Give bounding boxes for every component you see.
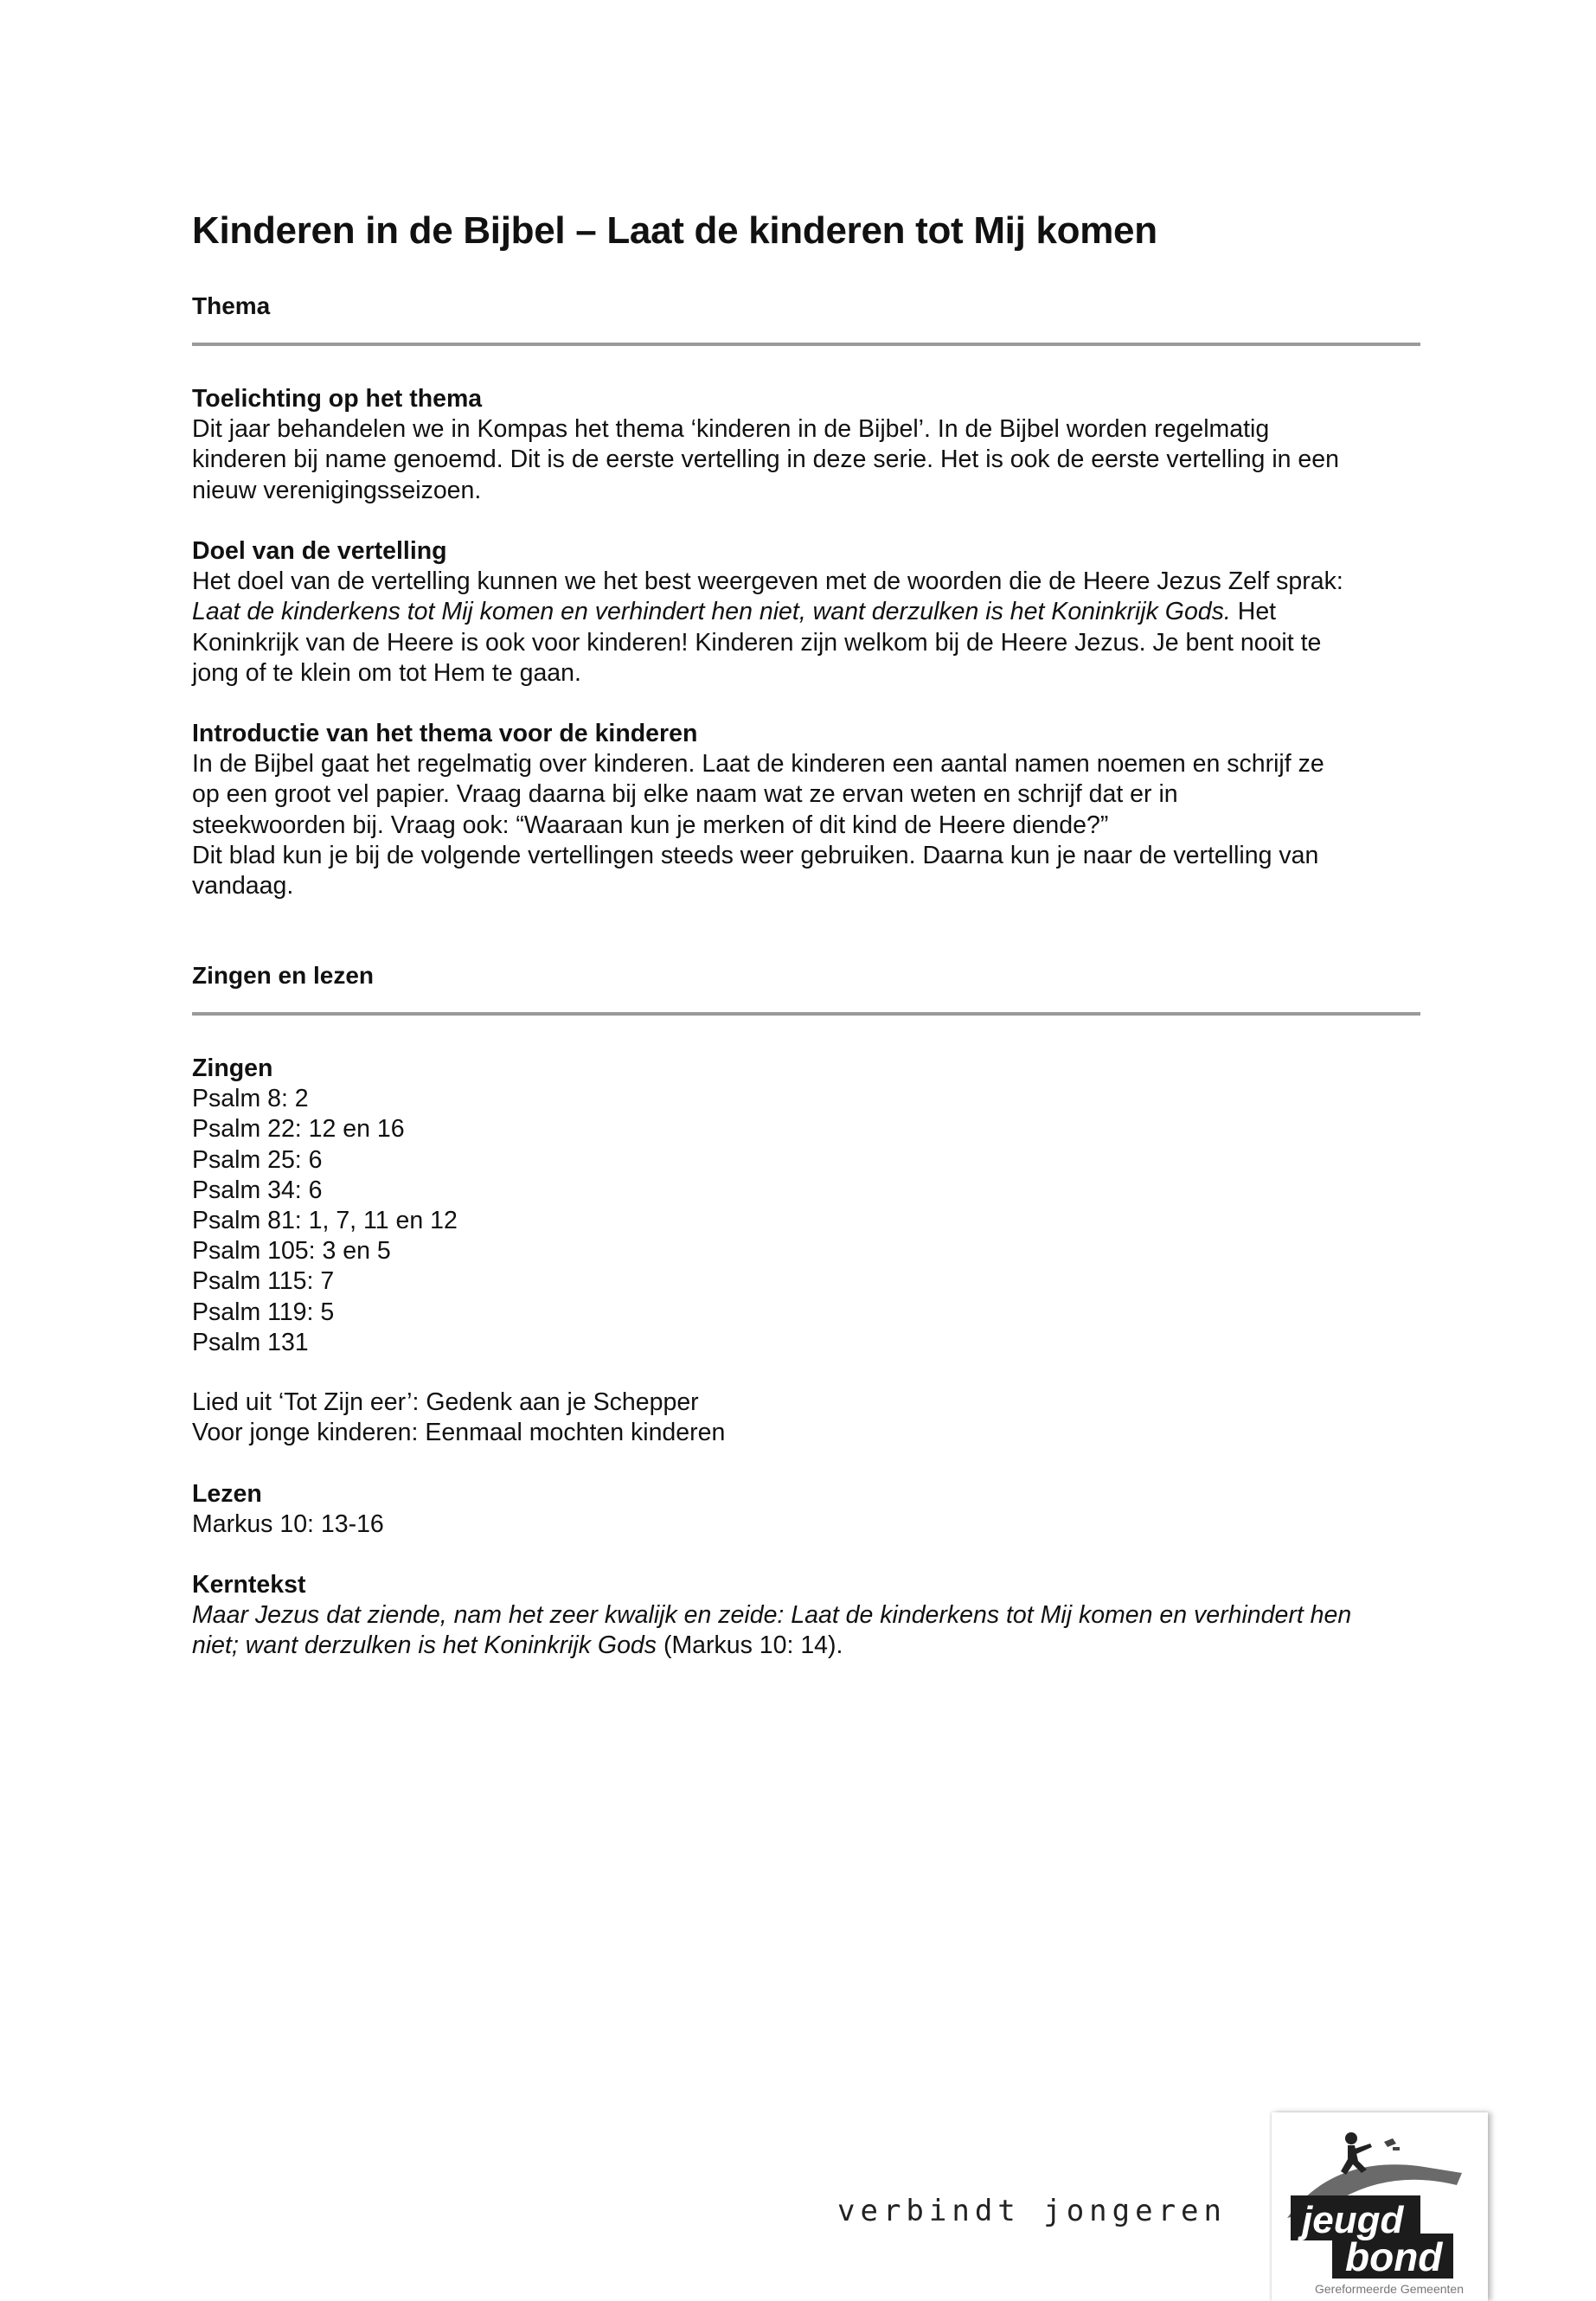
introductie-line: op een groot vel papier. Vraag daarna bij elke naam wat ze ervan weten en schrijf dat er in: [192, 780, 1178, 809]
jeugdbond-logo: [1272, 2112, 1488, 2301]
lied-line: Lied uit ‘Tot Zijn eer’: Gedenk aan je Schepper: [192, 1388, 699, 1416]
zingen-block: [192, 1054, 1420, 1358]
toelichting-line: nieuw verenigingsseizoen.: [192, 476, 482, 504]
section-heading-thema: Thema: [192, 292, 271, 319]
document-title: Kinderen in de Bijbel – Laat de kinderen tot Mij komen: [192, 209, 1157, 252]
lezen-text: Markus 10: 13-16: [192, 1510, 384, 1539]
psalm-item: Psalm 115: 7: [192, 1267, 335, 1296]
liederen-block: [192, 1388, 1420, 1448]
introductie-line: steekwoorden bij. Vraag ook: “Waaraan kun je merken of dit kind de Heere diende?”: [192, 811, 1109, 839]
psalm-item: Psalm 34: 6: [192, 1176, 323, 1204]
kerntekst-line-ref: [192, 1631, 1420, 1661]
doel-line-quote: [192, 597, 1420, 627]
bible-quote: Laat de kinderkens tot Mij komen en verhindert hen niet, want derzulken is het Koninkrijk Gods.: [192, 598, 1231, 626]
toelichting-line: kinderen bij name genoemd. Dit is de eerste vertelling in deze serie. Het is ook de eerste vertelling in een: [192, 445, 1339, 474]
psalm-item: Psalm 105: 3 en 5: [192, 1237, 391, 1266]
kerntekst-quote: niet; want derzulken is het Koninkrijk Gods: [192, 1631, 657, 1660]
logo-subtitle: Gereformeerde Gemeenten: [1315, 2282, 1464, 2296]
kerntekst-heading: Kerntekst: [192, 1571, 306, 1599]
psalm-item: Psalm 131: [192, 1328, 309, 1356]
psalm-item: Psalm 119: 5: [192, 1298, 335, 1326]
doel-block: [192, 536, 1420, 689]
section-heading-zingen-lezen: Zingen en lezen: [192, 962, 375, 989]
doel-line: Koninkrijk van de Heere is ook voor kinderen! Kinderen zijn welkom bij de Heere Jezus. Je bent nooit te: [192, 628, 1322, 657]
toelichting-line: Dit jaar behandelen we in Kompas het thema ‘kinderen in de Bijbel’. In de Bijbel worden regelmatig: [192, 415, 1270, 444]
jonge-kinderen-line: Voor jonge kinderen: Eenmaal mochten kinderen: [192, 1419, 726, 1447]
kerntekst-line: Maar Jezus dat ziende, nam het zeer kwalijk en zeide: Laat de kinderkens tot Mij komen en verhindert hen: [192, 1601, 1352, 1630]
introductie-line: In de Bijbel gaat het regelmatig over kinderen. Laat de kinderen een aantal namen noemen en schrijf ze: [192, 750, 1324, 779]
toelichting-block: [192, 384, 1420, 506]
introductie-line: Dit blad kun je bij de volgende vertellingen steeds weer gebruiken. Daarna kun je naar de vertelling van: [192, 841, 1319, 869]
introductie-line: vandaag.: [192, 872, 294, 901]
toelichting-heading: Toelichting op het thema: [192, 385, 483, 413]
introductie-block: [192, 719, 1420, 901]
logo-word-jeugd: jeugd: [1302, 2199, 1404, 2241]
footer-tagline: verbindt jongeren: [837, 2194, 1227, 2228]
doel-line: jong of te klein om tot Hem te gaan.: [192, 658, 581, 687]
psalm-item: Psalm 8: 2: [192, 1085, 309, 1113]
section-divider: [192, 1012, 1420, 1016]
section-divider: [192, 343, 1420, 346]
logo-word-bond: bond: [1345, 2234, 1443, 2279]
zingen-heading: Zingen: [192, 1054, 273, 1082]
psalm-item: Psalm 22: 12 en 16: [192, 1115, 405, 1144]
introductie-heading: Introductie van het thema voor de kinderen: [192, 720, 698, 747]
lezen-block: [192, 1479, 1420, 1540]
kerntekst-block: [192, 1570, 1420, 1662]
lezen-heading: Lezen: [192, 1480, 262, 1508]
psalm-item: Psalm 25: 6: [192, 1145, 323, 1174]
doel-line: Het doel van de vertelling kunnen we het best weergeven met de woorden die de Heere Jezus Zelf sprak:: [192, 567, 1343, 596]
psalm-item: Psalm 81: 1, 7, 11 en 12: [192, 1207, 458, 1235]
doel-heading: Doel van de vertelling: [192, 537, 447, 565]
doel-line-rest: Het: [1230, 598, 1277, 626]
kerntekst-reference: (Markus 10: 14).: [657, 1631, 843, 1660]
